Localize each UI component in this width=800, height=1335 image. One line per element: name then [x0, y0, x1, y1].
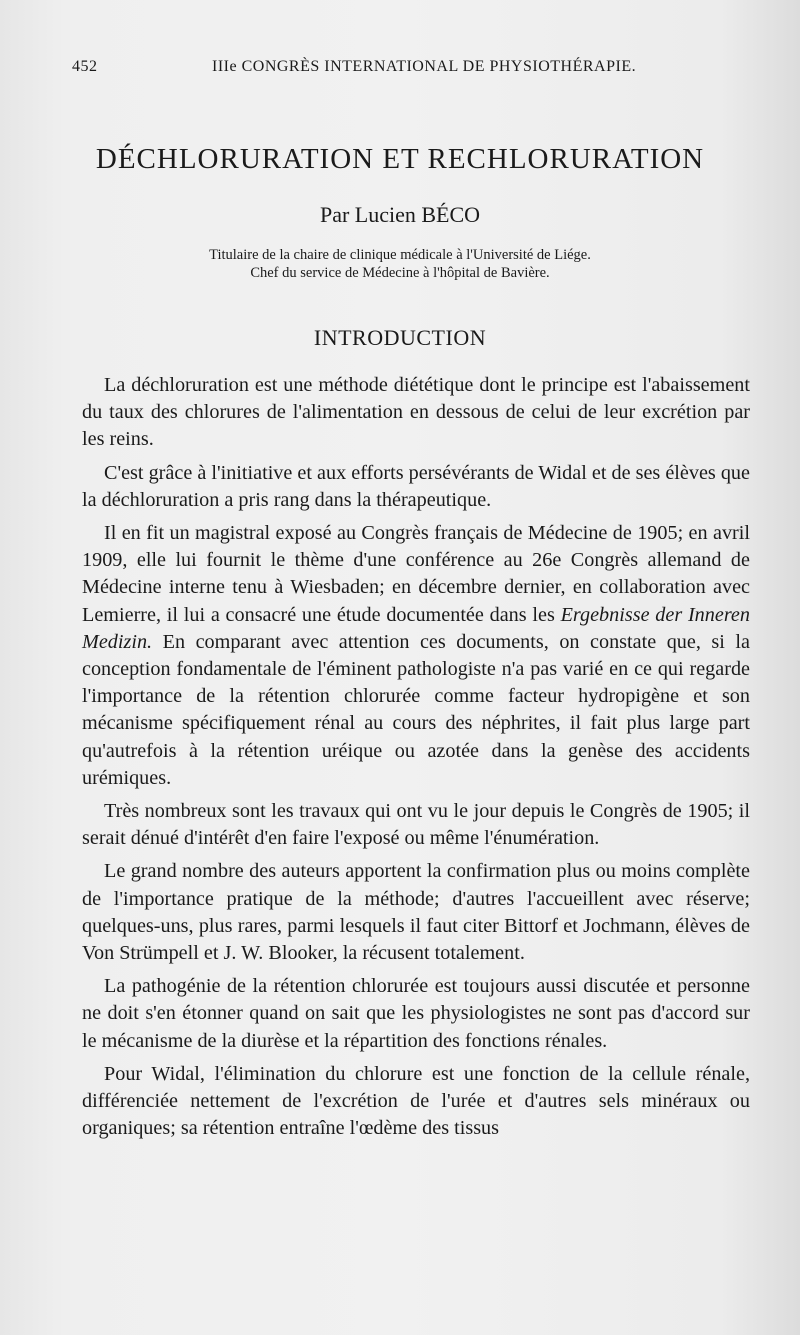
page-number: 452 — [72, 58, 98, 75]
journal-title: Ergebnisse der Inneren Medizin. — [82, 603, 750, 653]
paragraph: La pathogénie de la rétention chlorurée est toujours aussi discutée et personne ne doit s'en étonner quand on sait que les physiologistes ne sont pas d'accord sur le mécanisme de la diurèse et la répartition des fonctions rénales. — [82, 975, 750, 1052]
author-affiliation-2: Chef du service de Médecine à l'hôpital de Bavière. — [250, 265, 550, 281]
paragraph-text: Il en fit un magistral exposé au Congrès français de Médecine de 1905; en avril 1909, elle lui fournit le thème d'une conférence au 26e Congrès allemand de Médecine interne tenu à Wiesbaden; en décembre dernier, en collaboration avec Lemierre, il lui a consacré une étude documentée dans les — [82, 522, 750, 626]
paragraph: Pour Widal, l'élimination du chlorure est une fonction de la cellule rénale, différenciée nettement de l'excrétion de l'urée et d'autres sels minéraux ou organiques; sa rétention entraîne l'œdème des tissus — [82, 1062, 750, 1140]
paragraph-text: En comparant avec attention ces documents, on constate que, si la conception fondamentale de l'éminent pathologiste n'a pas varié en ce qui regarde l'importance de la rétention chlorurée comme facteur hydropigène et son mécanisme spécifiquement rénal au cours des néphrites, il fait plus large part qu'autrefois à la rétention uréique ou azotée dans la genèse des accidents urémiques. — [82, 630, 750, 789]
author-affiliation-1: Titulaire de la chaire de clinique médicale à l'Université de Liége. — [209, 247, 591, 263]
article-body — [82, 372, 750, 1142]
paragraph: La déchloruration est une méthode diététique dont le principe est l'abaissement du taux des chlorures de l'alimentation en dessous de celui de leur excrétion par les reins. — [82, 374, 750, 451]
paragraph: Très nombreux sont les travaux qui ont vu le jour depuis le Congrès de 1905; il serait dénué d'intérêt d'en faire l'exposé ou même l'énumération. — [82, 800, 750, 850]
author-byline: Par Lucien BÉCO — [319, 202, 481, 227]
article-title: DÉCHLORURATION ET RECHLORURATION — [95, 143, 705, 175]
section-heading: INTRODUCTION — [313, 325, 487, 350]
paragraph: Le grand nombre des auteurs apportent la confirmation plus ou moins complète de l'importance pratique de la méthode; d'autres l'accueillent avec réserve; quelques-uns, plus rares, parmi lesquels il faut citer Bittorf et Jochmann, élèves de Von Strümpell et J. W. Blooker, la récusent totalement. — [82, 860, 750, 965]
running-header — [72, 58, 752, 84]
running-title: IIIe CONGRÈS INTERNATIONAL DE PHYSIOTHÉRAPIE. — [212, 58, 637, 75]
paragraph — [82, 520, 750, 792]
paragraph: C'est grâce à l'initiative et aux efforts persévérants de Widal et de ses élèves que la déchloruration a pris rang dans la thérapeutique. — [82, 461, 750, 511]
